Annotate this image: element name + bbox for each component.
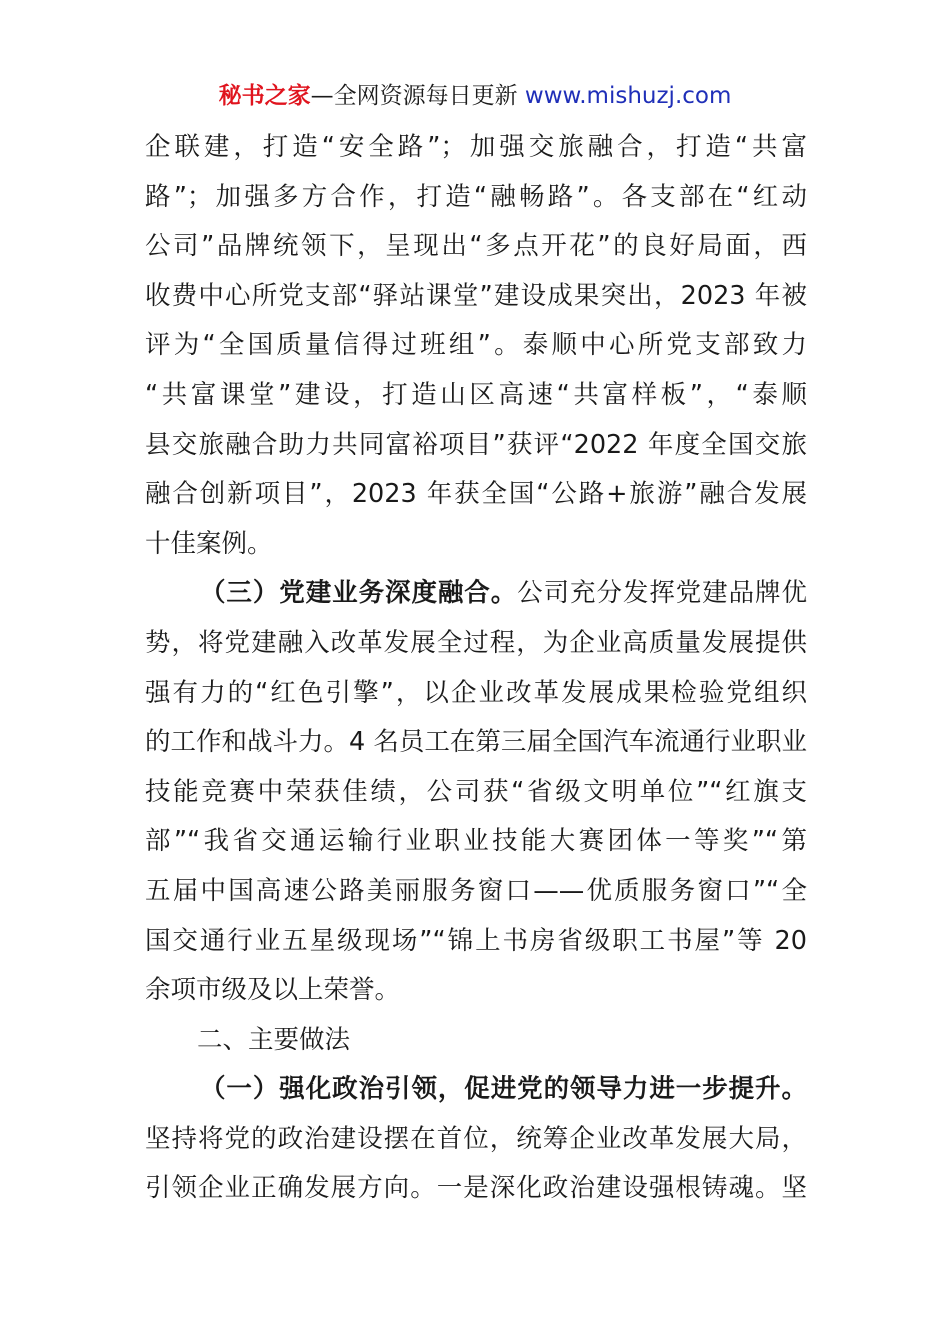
section-heading: 二、主要做法 xyxy=(197,1024,351,1055)
text-line: 企联建，打造“安全路”；加强交旅融合，打造“共富 xyxy=(145,132,807,162)
text-line: 路”；加强多方合作，打造“融畅路”。各支部在“红动 xyxy=(145,181,807,212)
text-line: 强有力的“红色引擎”，以企业改革发展成果检验党组织 xyxy=(145,677,807,708)
text-line: 引领企业正确发展方向。一是深化政治建设强根铸魂。坚 xyxy=(145,1173,807,1204)
text-line: 公司”品牌统领下，呈现出“多点开花”的良好局面，西 xyxy=(145,231,807,262)
text-line: 十佳案例。 xyxy=(145,528,273,559)
text-line: 县交旅融合助力共同富裕项目”获评“2022 年度全国交旅 xyxy=(145,429,807,460)
text-line: 的工作和战斗力。4 名员工在第三届全国汽车流通行业职业 xyxy=(145,727,807,758)
subsection-heading: （三）党建业务深度融合。 xyxy=(200,578,518,609)
text-line: 势，将党建融入改革发展全过程，为企业高质量发展提供 xyxy=(145,627,807,658)
paragraph-lead-line xyxy=(145,569,807,619)
text-line: 技能竞赛中荣获佳绩，公司获“省级文明单位”“红旗支 xyxy=(145,776,807,807)
site-header xyxy=(0,80,950,112)
text-line: 五届中国高速公路美丽服务窗口——优质服务窗口”“全 xyxy=(145,875,807,906)
document-body xyxy=(145,123,807,1214)
site-url-link[interactable]: www.mishuzj.com xyxy=(524,83,732,109)
text-line: 部”“我省交通运输行业职业技能大赛团体一等奖”“第 xyxy=(145,826,807,857)
text-line: 融合创新项目”，2023 年获全国“公路+旅游”融合发展 xyxy=(145,479,807,510)
header-tagline: —全网资源每日更新 xyxy=(310,83,525,109)
brand-name: 秘书之家 xyxy=(218,83,311,109)
text-fragment: 公司充分发挥党建品牌优 xyxy=(517,578,807,609)
text-line: “共富课堂”建设，打造山区高速“共富样板”，“泰顺 xyxy=(145,379,807,410)
text-line: 坚持将党的政治建设摆在首位，统筹企业改革发展大局， xyxy=(145,1123,807,1154)
text-line: 收费中心所党支部“驿站课堂”建设成果突出，2023 年被 xyxy=(145,280,807,311)
text-line: 评为“全国质量信得过班组”。泰顺中心所党支部致力 xyxy=(145,330,807,361)
text-line: 国交通行业五星级现场”“锦上书房省级职工书屋”等 20 xyxy=(145,925,807,956)
subsection-heading: （一）强化政治引领，促进党的领导力进一步提升。 xyxy=(200,1074,807,1105)
text-line: 余项市级及以上荣誉。 xyxy=(145,975,401,1006)
